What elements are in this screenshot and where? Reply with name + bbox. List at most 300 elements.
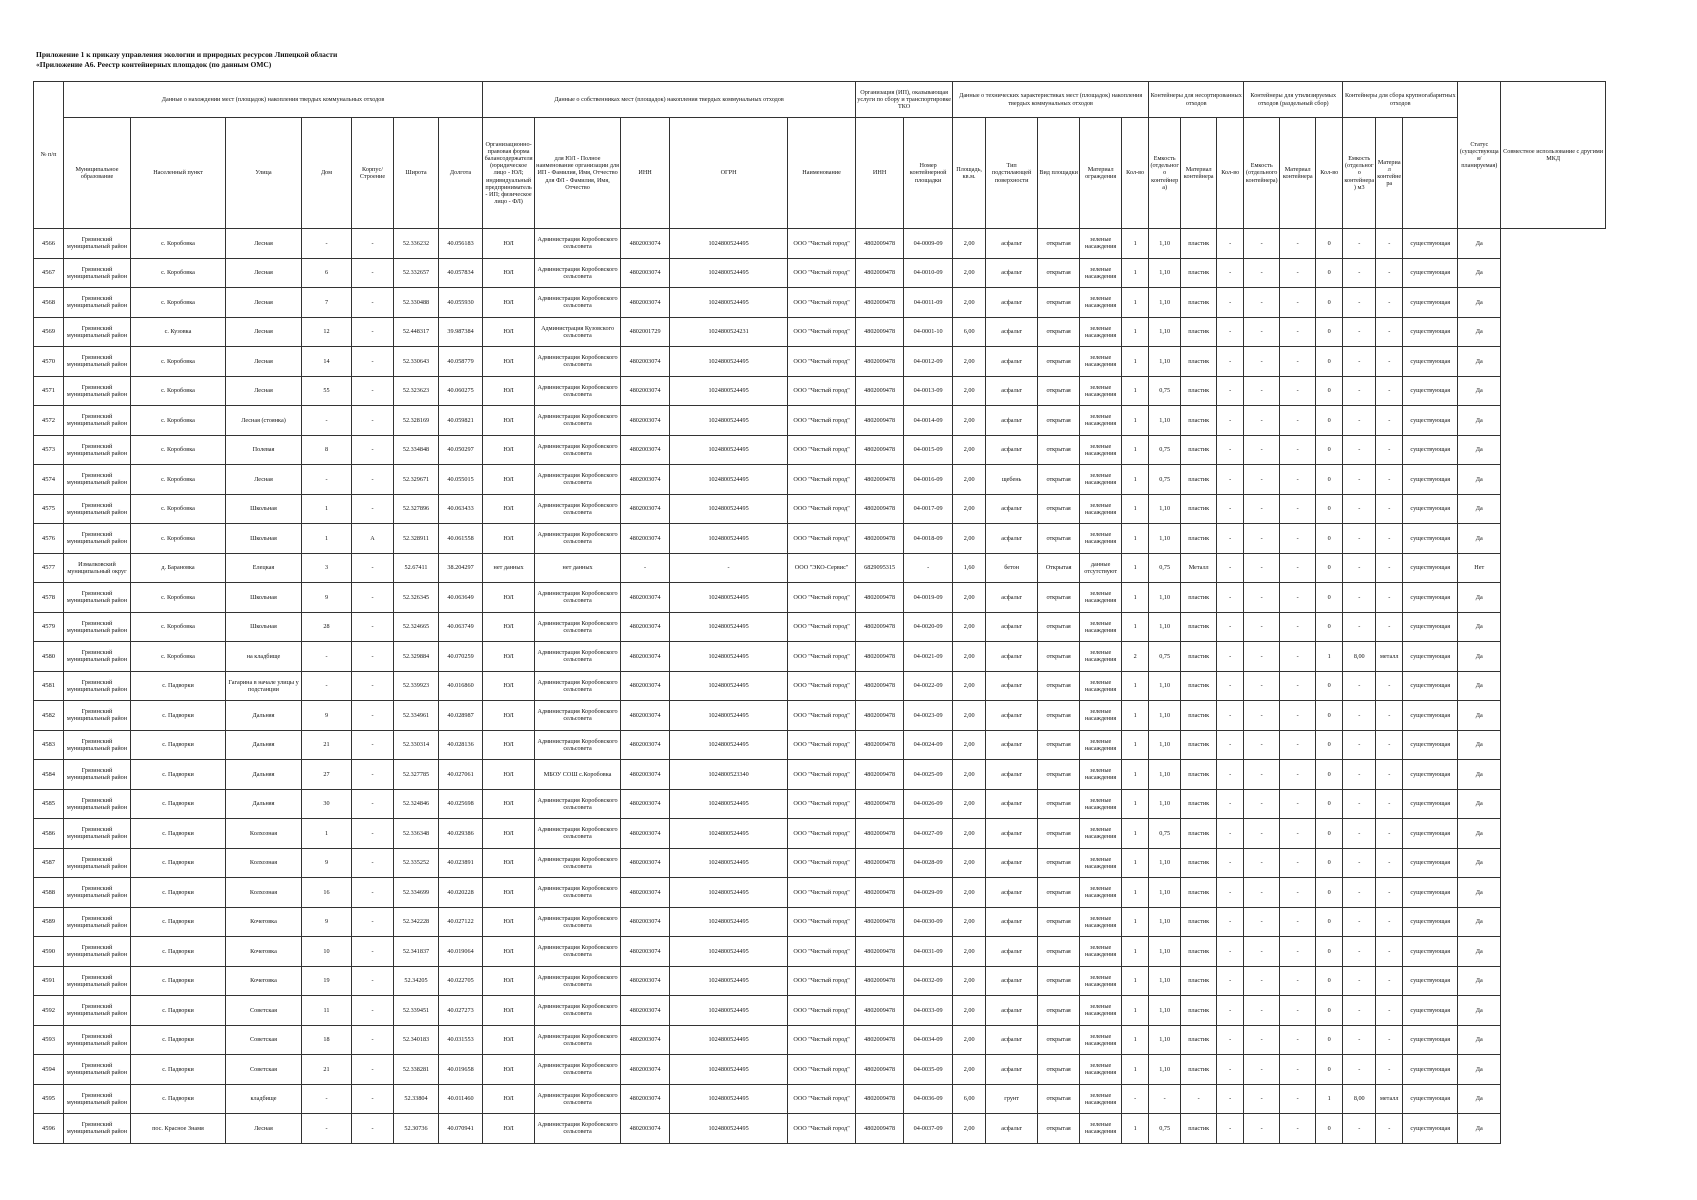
table-cell: 52.338281 [394, 1055, 439, 1085]
table-cell: зеленые насаждения [1080, 789, 1122, 819]
table-cell: Да [1458, 1114, 1501, 1144]
table-cell: 40.019064 [439, 937, 483, 967]
table-row [34, 465, 1606, 495]
table-cell: Грязинский муниципальный район [64, 966, 131, 996]
table-cell: асфальт [986, 524, 1038, 554]
table-cell: - [1280, 258, 1316, 288]
table-cell: Грязинский муниципальный район [64, 789, 131, 819]
table-cell: асфальт [986, 878, 1038, 908]
group-header: Контейнеры для утилизируемых отходов (раздельный сбор) [1244, 82, 1343, 118]
table-cell: существующая [1403, 435, 1458, 465]
table-cell: асфальт [986, 671, 1038, 701]
table-cell: 04-0016-09 [904, 465, 953, 495]
table-cell: ЮЛ [483, 878, 535, 908]
table-cell: - [1181, 1084, 1217, 1114]
row-number-cell: 4576 [34, 524, 64, 554]
table-cell: - [1376, 583, 1403, 613]
table-cell: Администрация Коробовского сельсовета [535, 258, 621, 288]
table-cell: 04-0012-09 [904, 347, 953, 377]
table-cell: существующая [1403, 966, 1458, 996]
table-cell: 0 [1316, 966, 1343, 996]
table-cell: 4802009478 [856, 258, 904, 288]
row-number-cell: 4572 [34, 406, 64, 436]
table-cell: Грязинский муниципальный район [64, 465, 131, 495]
table-cell: 1024800524495 [670, 524, 788, 554]
table-cell: 1 [302, 524, 352, 554]
table-cell: 4802003074 [621, 760, 670, 790]
table-cell: - [352, 347, 394, 377]
table-cell: 52.342228 [394, 907, 439, 937]
table-cell: - [352, 819, 394, 849]
table-cell: Грязинский муниципальный район [64, 435, 131, 465]
table-cell: ООО "Чистый город" [788, 1025, 856, 1055]
table-cell: существующая [1403, 937, 1458, 967]
table-cell: - [904, 553, 953, 583]
table-cell: пластик [1181, 583, 1217, 613]
table-cell: асфальт [986, 819, 1038, 849]
table-cell: 1 [1122, 406, 1149, 436]
table-cell: 52.324665 [394, 612, 439, 642]
table-cell: 1 [1122, 1025, 1149, 1055]
row-number-cell: 4568 [34, 288, 64, 318]
table-cell: 2,00 [953, 435, 986, 465]
table-cell: зеленые насаждения [1080, 996, 1122, 1026]
table-cell: 40.011460 [439, 1084, 483, 1114]
table-cell: с. Падворки [131, 1025, 226, 1055]
table-cell: - [1376, 229, 1403, 259]
table-cell: 1 [1122, 701, 1149, 731]
table-cell: 2,00 [953, 229, 986, 259]
table-cell: Грязинский муниципальный район [64, 524, 131, 554]
table-cell: 0,75 [1149, 1114, 1181, 1144]
table-cell: - [1376, 671, 1403, 701]
table-cell: Школьная [226, 524, 302, 554]
table-cell: 40.025698 [439, 789, 483, 819]
table-cell: 1 [1122, 288, 1149, 318]
table-cell: 04-0031-09 [904, 937, 953, 967]
table-cell: 55 [302, 376, 352, 406]
table-cell: 1 [1122, 583, 1149, 613]
table-cell: 1024800524495 [670, 1055, 788, 1085]
table-cell: Администрация Коробовского сельсовета [535, 288, 621, 318]
table-cell: ЮЛ [483, 819, 535, 849]
table-cell: ЮЛ [483, 258, 535, 288]
table-cell: 40.028136 [439, 730, 483, 760]
table-cell: 4802003074 [621, 878, 670, 908]
table-cell: Кочеговка [226, 966, 302, 996]
table-cell: открытая [1038, 1114, 1080, 1144]
table-cell: 40.061558 [439, 524, 483, 554]
table-row [34, 642, 1606, 672]
table-cell: 0 [1316, 347, 1343, 377]
table-cell: ООО "Чистый город" [788, 701, 856, 731]
table-cell: бетон [986, 553, 1038, 583]
table-cell: - [352, 583, 394, 613]
table-cell: - [1149, 1084, 1181, 1114]
table-row [34, 583, 1606, 613]
table-cell: - [1244, 524, 1280, 554]
table-cell: с. Падворки [131, 789, 226, 819]
table-cell: существующая [1403, 878, 1458, 908]
table-cell: пластик [1181, 1025, 1217, 1055]
table-cell: - [1376, 1025, 1403, 1055]
table-cell: открытая [1038, 258, 1080, 288]
table-cell: 1024800524495 [670, 465, 788, 495]
table-cell: 2,00 [953, 642, 986, 672]
table-cell: 52.335252 [394, 848, 439, 878]
table-cell: открытая [1038, 317, 1080, 347]
table-cell: 52.30736 [394, 1114, 439, 1144]
table-cell: 4802003074 [621, 1055, 670, 1085]
table-cell: - [352, 789, 394, 819]
table-cell: - [1217, 996, 1244, 1026]
row-number-cell: 4577 [34, 553, 64, 583]
table-cell: ООО "Чистый город" [788, 937, 856, 967]
table-cell: пластик [1181, 465, 1217, 495]
table-cell: ЮЛ [483, 1055, 535, 1085]
table-cell: - [1376, 1055, 1403, 1085]
table-cell: 52.341837 [394, 937, 439, 967]
table-cell: пластик [1181, 848, 1217, 878]
table-cell: 4802009478 [856, 612, 904, 642]
table-cell: 4802003074 [621, 819, 670, 849]
table-cell: Да [1458, 760, 1501, 790]
table-cell: кладбище [226, 1084, 302, 1114]
table-cell: - [1343, 671, 1376, 701]
table-cell: - [1343, 1025, 1376, 1055]
table-cell: щебень [986, 465, 1038, 495]
table-cell: Да [1458, 524, 1501, 554]
table-cell: 1024800524495 [670, 1114, 788, 1144]
table-cell: 4802009478 [856, 701, 904, 731]
table-row [34, 996, 1606, 1026]
table-cell: 1024800524495 [670, 701, 788, 731]
table-cell: Грязинский муниципальный район [64, 229, 131, 259]
table-cell: 1024800524495 [670, 229, 788, 259]
table-cell: 1,10 [1149, 848, 1181, 878]
table-cell: Советская [226, 1025, 302, 1055]
table-cell: 40.056183 [439, 229, 483, 259]
table-cell: 1024800524495 [670, 671, 788, 701]
table-cell: пластик [1181, 347, 1217, 377]
table-cell: 2,00 [953, 937, 986, 967]
table-cell: 6,00 [953, 1084, 986, 1114]
table-cell: - [1280, 229, 1316, 259]
table-cell: 28 [302, 612, 352, 642]
table-cell: с. Коробовка [131, 612, 226, 642]
table-cell: 0 [1316, 465, 1343, 495]
table-row [34, 494, 1606, 524]
table-cell: существующая [1403, 376, 1458, 406]
table-row [34, 288, 1606, 318]
table-row [34, 730, 1606, 760]
table-cell: 4802009478 [856, 789, 904, 819]
table-cell: Грязинский муниципальный район [64, 907, 131, 937]
table-cell: 04-0036-09 [904, 1084, 953, 1114]
table-cell: 40.059821 [439, 406, 483, 436]
table-cell: - [1244, 1084, 1280, 1114]
table-cell: существующая [1403, 907, 1458, 937]
table-cell: 52.34205 [394, 966, 439, 996]
table-cell: Администрация Коробовского сельсовета [535, 907, 621, 937]
table-cell: 52.339451 [394, 996, 439, 1026]
table-cell: Грязинский муниципальный район [64, 406, 131, 436]
table-cell: 2,00 [953, 907, 986, 937]
table-cell: 4802003074 [621, 435, 670, 465]
table-cell: Лесная [226, 288, 302, 318]
table-cell: 0 [1316, 406, 1343, 436]
table-cell: 1,10 [1149, 730, 1181, 760]
table-cell: 4802009478 [856, 347, 904, 377]
table-cell: Нет [1458, 553, 1501, 583]
table-cell: - [352, 494, 394, 524]
table-cell: - [1244, 258, 1280, 288]
table-cell: - [1217, 465, 1244, 495]
table-cell: - [1280, 996, 1316, 1026]
table-cell: существующая [1403, 347, 1458, 377]
table-cell: - [1217, 937, 1244, 967]
table-cell: асфальт [986, 494, 1038, 524]
table-cell: - [1376, 730, 1403, 760]
table-cell: пластик [1181, 1055, 1217, 1085]
table-cell: - [1343, 878, 1376, 908]
table-cell: 40.019658 [439, 1055, 483, 1085]
table-cell: 40.070941 [439, 1114, 483, 1144]
row-number-cell: 4588 [34, 878, 64, 908]
table-cell: 0 [1316, 789, 1343, 819]
table-cell: Администрация Коробовского сельсовета [535, 583, 621, 613]
table-cell: 0 [1316, 878, 1343, 908]
table-cell: 1024800524495 [670, 406, 788, 436]
table-cell: - [1343, 730, 1376, 760]
table-cell: 40.055930 [439, 288, 483, 318]
table-cell: 1 [1122, 848, 1149, 878]
row-number-cell: 4584 [34, 760, 64, 790]
table-cell: ООО "Чистый город" [788, 848, 856, 878]
table-cell: существующая [1403, 819, 1458, 849]
table-cell: 1,10 [1149, 671, 1181, 701]
table-cell: 04-0015-09 [904, 435, 953, 465]
table-cell: 1 [1122, 907, 1149, 937]
table-cell: - [1343, 229, 1376, 259]
table-cell: - [1217, 819, 1244, 849]
table-cell: 0,75 [1149, 435, 1181, 465]
table-cell: открытая [1038, 671, 1080, 701]
row-number-cell: 4587 [34, 848, 64, 878]
table-cell: Лесная [226, 347, 302, 377]
table-cell: - [1343, 612, 1376, 642]
table-cell: Администрация Коробовского сельсовета [535, 465, 621, 495]
table-cell: 4802003074 [621, 494, 670, 524]
table-cell: 4802009478 [856, 760, 904, 790]
table-cell: Администрация Коробовского сельсовета [535, 730, 621, 760]
table-cell: Грязинский муниципальный район [64, 642, 131, 672]
table-cell: ЮЛ [483, 583, 535, 613]
table-cell: асфальт [986, 937, 1038, 967]
table-cell: ООО "Чистый город" [788, 966, 856, 996]
table-cell: - [1217, 701, 1244, 731]
table-cell: - [1343, 553, 1376, 583]
table-cell: 1,10 [1149, 494, 1181, 524]
table-cell: существующая [1403, 494, 1458, 524]
column-header: Муниципальное образование [64, 118, 131, 229]
table-cell: 1,10 [1149, 317, 1181, 347]
table-cell: 2,00 [953, 258, 986, 288]
table-cell: Лесная (стоянка) [226, 406, 302, 436]
table-cell: 52.334848 [394, 435, 439, 465]
table-cell: - [352, 553, 394, 583]
table-cell: 1 [1122, 524, 1149, 554]
table-cell: 04-0035-09 [904, 1055, 953, 1085]
table-cell: асфальт [986, 1114, 1038, 1144]
table-cell: с. Падворки [131, 1084, 226, 1114]
table-cell: - [302, 671, 352, 701]
table-cell: - [1376, 553, 1403, 583]
table-cell: - [1280, 1025, 1316, 1055]
table-cell: 52.336232 [394, 229, 439, 259]
column-header: Емкость (отдельного контейнера) [1149, 118, 1181, 229]
table-cell: 52.67411 [394, 553, 439, 583]
table-cell: ООО "Чистый город" [788, 789, 856, 819]
table-cell: 2,00 [953, 730, 986, 760]
column-header: Емкость (отдельного контейнера) м3 [1343, 118, 1376, 229]
table-cell: ЮЛ [483, 288, 535, 318]
table-cell: - [1376, 288, 1403, 318]
table-cell: 4802009478 [856, 937, 904, 967]
table-cell: Грязинский муниципальный район [64, 760, 131, 790]
table-cell: - [1244, 907, 1280, 937]
table-cell: Администрация Коробовского сельсовета [535, 435, 621, 465]
table-cell: 04-0025-09 [904, 760, 953, 790]
table-cell: Да [1458, 376, 1501, 406]
table-row [34, 907, 1606, 937]
table-cell: Администрация Коробовского сельсовета [535, 966, 621, 996]
table-cell: 1,10 [1149, 1055, 1181, 1085]
table-cell: ООО "Чистый город" [788, 229, 856, 259]
table-cell: - [1217, 1055, 1244, 1085]
table-cell: - [1280, 966, 1316, 996]
table-cell: ООО "Чистый город" [788, 819, 856, 849]
table-cell: - [1343, 937, 1376, 967]
table-cell: 1024800524495 [670, 848, 788, 878]
table-cell: 1 [1122, 317, 1149, 347]
group-header: Совместное использование с другими МКД [1501, 82, 1606, 229]
table-cell: - [1376, 465, 1403, 495]
table-cell: открытая [1038, 966, 1080, 996]
table-cell: 1 [1122, 937, 1149, 967]
table-row [34, 229, 1606, 259]
table-cell: асфальт [986, 583, 1038, 613]
table-cell: зеленые насаждения [1080, 642, 1122, 672]
column-header: Населенный пункт [131, 118, 226, 229]
table-cell: 0,75 [1149, 819, 1181, 849]
table-cell: - [1244, 583, 1280, 613]
table-row [34, 612, 1606, 642]
table-cell: 1024800524495 [670, 642, 788, 672]
table-cell: - [1343, 819, 1376, 849]
table-cell: - [1280, 406, 1316, 436]
table-cell: асфальт [986, 642, 1038, 672]
table-cell: пластик [1181, 878, 1217, 908]
table-cell: 4802003074 [621, 229, 670, 259]
table-cell: Грязинский муниципальный район [64, 376, 131, 406]
table-row [34, 789, 1606, 819]
table-cell: 04-0022-09 [904, 671, 953, 701]
table-cell: Да [1458, 435, 1501, 465]
table-cell: ЮЛ [483, 376, 535, 406]
table-cell: 04-0029-09 [904, 878, 953, 908]
column-header: Корпус/Строение [352, 118, 394, 229]
table-cell: 2 [1122, 642, 1149, 672]
table-cell: 4802009478 [856, 1084, 904, 1114]
table-cell: 1 [1122, 789, 1149, 819]
registry-table-wrapper [33, 81, 1606, 1144]
table-cell: - [1217, 848, 1244, 878]
table-cell: Грязинский муниципальный район [64, 317, 131, 347]
table-cell: ООО "Чистый город" [788, 760, 856, 790]
table-cell: Да [1458, 907, 1501, 937]
group-header: Данные о технических характеристиках мест (площадок) накопления твердых коммунальных отходов [953, 82, 1149, 118]
table-cell: пластик [1181, 612, 1217, 642]
table-cell: 04-0020-09 [904, 612, 953, 642]
table-cell: - [1217, 966, 1244, 996]
table-cell: Да [1458, 996, 1501, 1026]
table-cell: открытая [1038, 878, 1080, 908]
table-cell: существующая [1403, 1084, 1458, 1114]
table-cell: зеленые насаждения [1080, 966, 1122, 996]
table-cell: - [1343, 465, 1376, 495]
table-cell: 40.050297 [439, 435, 483, 465]
table-cell: существующая [1403, 642, 1458, 672]
table-cell: 4802009478 [856, 1055, 904, 1085]
table-cell: 2,00 [953, 848, 986, 878]
table-cell: пластик [1181, 789, 1217, 819]
table-cell: - [1280, 671, 1316, 701]
row-number-cell: 4573 [34, 435, 64, 465]
table-cell: - [1376, 317, 1403, 347]
table-cell: 04-0023-09 [904, 701, 953, 731]
table-cell: Кочеговка [226, 907, 302, 937]
table-cell: 4802009478 [856, 878, 904, 908]
table-cell: зеленые насаждения [1080, 760, 1122, 790]
table-cell: 2,00 [953, 406, 986, 436]
row-number-cell: 4596 [34, 1114, 64, 1144]
table-cell: пластик [1181, 258, 1217, 288]
table-cell: ООО "Чистый город" [788, 1114, 856, 1144]
table-cell: асфальт [986, 229, 1038, 259]
table-cell: - [1343, 966, 1376, 996]
table-cell: - [302, 406, 352, 436]
table-cell: 1024800524495 [670, 347, 788, 377]
row-number-cell: 4591 [34, 966, 64, 996]
table-cell: 1,10 [1149, 966, 1181, 996]
table-cell: Грязинский муниципальный район [64, 701, 131, 731]
table-row [34, 553, 1606, 583]
table-cell: ЮЛ [483, 848, 535, 878]
table-cell: ООО "Чистый город" [788, 671, 856, 701]
table-cell: 04-0026-09 [904, 789, 953, 819]
table-cell: ЮЛ [483, 907, 535, 937]
table-cell: - [1280, 937, 1316, 967]
table-cell: пластик [1181, 229, 1217, 259]
table-cell: открытая [1038, 1055, 1080, 1085]
table-cell: 1024800524495 [670, 878, 788, 908]
table-cell: асфальт [986, 848, 1038, 878]
table-cell: асфальт [986, 288, 1038, 318]
table-cell: Администрация Коробовского сельсовета [535, 819, 621, 849]
table-cell: - [1217, 730, 1244, 760]
table-cell: существующая [1403, 701, 1458, 731]
